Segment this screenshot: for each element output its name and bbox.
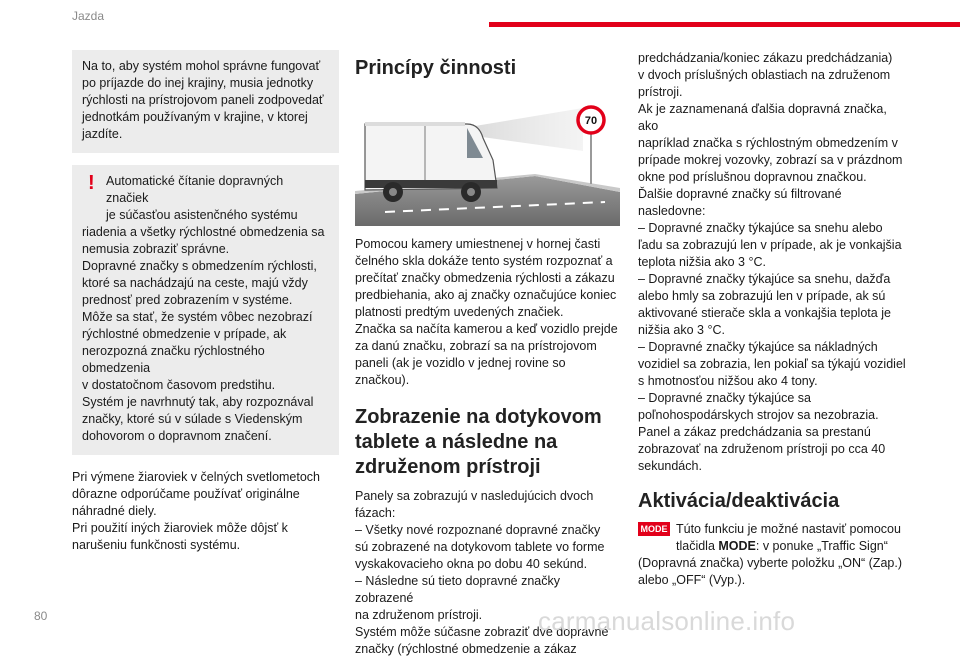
mode-instruction-line1: Túto funkciu je možné nastaviť pomocou — [676, 522, 901, 536]
bulb-replacement-paragraph: Pri výmene žiaroviek v čelných svetlometoch dôrazne odporúčame používať originálne náhradné diely. Pri použití iných žiaroviek môže dôjsť k narušeniu funkčnosti systému. — [72, 470, 321, 552]
info-note-box — [72, 50, 339, 153]
section-title-activation: Aktivácia/deaktivácia — [638, 490, 840, 512]
principles-paragraph: Pomocou kamery umiestnenej v hornej časti čelného skla dokáže tento systém rozpoznať a prečítať značky obmedzenia rýchlosti a zákazu predbiehania, ako aj značky označujúce koniec platnosti predtým uvedených značiek. Značka sa načíta kamerou a keď vozidlo prejde za danú značku, zobrazí sa na prístrojovom paneli (ak je vozidlo v jednej rovine so značkou). — [355, 237, 618, 387]
mode-instruction-rest: (Dopravná značka) vyberte položku „ON“ (Zap.) alebo „OFF“ (Vyp.). — [638, 556, 902, 587]
speed-sign-value: 70 — [584, 115, 598, 127]
watermark: carmanualsonline.info — [538, 606, 796, 636]
header-title: Jazda — [72, 9, 105, 23]
van-camera-illustration — [355, 96, 620, 226]
mode-instruction-line2: tlačidla MODE: v ponuke „Traffic Sign“ — [676, 539, 888, 553]
display-paragraph: Panely sa zobrazujú v nasledujúcich dvoch fázach: – Všetky nové rozpoznané dopravné značky sú zobrazené na dotykovom tablete vo forme vyskakovacieho okna po dobu 40 sekúnd. – Následne sú tieto dopravné značky zobrazené na združenom prístroji. Systém môže súčasne zobraziť dve dopravné značky (rýchlostné obmedzenie a zákaz — [355, 489, 609, 656]
warning-note-first-lines: Automatické čítanie dopravných značiek je súčasťou asistenčného systému — [106, 174, 298, 222]
column-middle — [355, 50, 620, 658]
column-left — [72, 50, 339, 554]
mode-instruction — [638, 521, 908, 589]
page-number: 80 — [34, 609, 48, 623]
info-note-text: Na to, aby systém mohol správne fungovať po príjazde do inej krajiny, musia jednotky rýchlosti na prístrojovom paneli zodpovedať jednotkám používaným v krajine, v ktorej jazdíte. — [82, 59, 324, 141]
section-title-principles: Princípy činnosti — [355, 57, 517, 79]
column-right — [638, 50, 908, 589]
warning-note-heading — [82, 173, 329, 224]
warning-exclamation-icon: ! — [88, 172, 95, 194]
mode-button-icon: MODE — [638, 522, 670, 536]
mode-label-bold: MODE — [718, 539, 756, 553]
filter-paragraph: predchádzania/koniec zákazu predchádzania) v dvoch príslušných oblastiach na združenom prístroji. Ak je zaznamenaná ďalšia dopravná značka, ako napríklad značka s rýchlostným obmedzením v prípade mokrej vozovky, zobrazí sa v prázdnom okne pod príslušnou dopravnou značkou. Ďalšie dopravné značky sú filtrované nasledovne: – Dopravné značky týkajúce sa snehu alebo ľadu sa zobrazujú len v prípade, ak je vonkajšia teplota nižšia ako 3 °C. – Dopravné značky týkajúce sa snehu, dažďa alebo hmly sa zobrazujú len v prípade, ak sú aktivované stierače skla a vonkajšia teplota je nižšia ako 3 °C. – Dopravné značky týkajúce sa nákladných vozidiel sa zobrazia, len pokiaľ sa týkajú vozidiel s hmotnosťou nižšou ako 4 tony. – Dopravné značky týkajúce sa poľnohospodárskych strojov sa nezobrazia. Panel a zákaz predchádzania sa prestanú zobrazovať na združenom prístroji po cca 40 sekundách. — [638, 51, 906, 473]
warning-note-text: riadenia a všetky rýchlostné obmedzenia sa nemusia zobraziť správne. Dopravné značky s obmedzením rýchlosti, ktoré sa nachádzajú na ceste, majú vždy prednosť pred zobrazením v systéme. Môže sa stať, že systém vôbec nezobrazí rýchlostné obmedzenie v prípade, ak nerozpozná značku rýchlostného obmedzenia v dostatočnom časovom predstihu. Systém je navrhnutý tak, aby rozpoznával značky, ktoré sú v súlade s Viedenským dohovorom o dopravnom značení. — [82, 225, 325, 443]
header-accent-bar — [489, 22, 960, 27]
warning-note-box — [72, 165, 339, 455]
section-title-display: Zobrazenie na dotykovom tablete a následne na združenom prístroji — [355, 406, 602, 478]
